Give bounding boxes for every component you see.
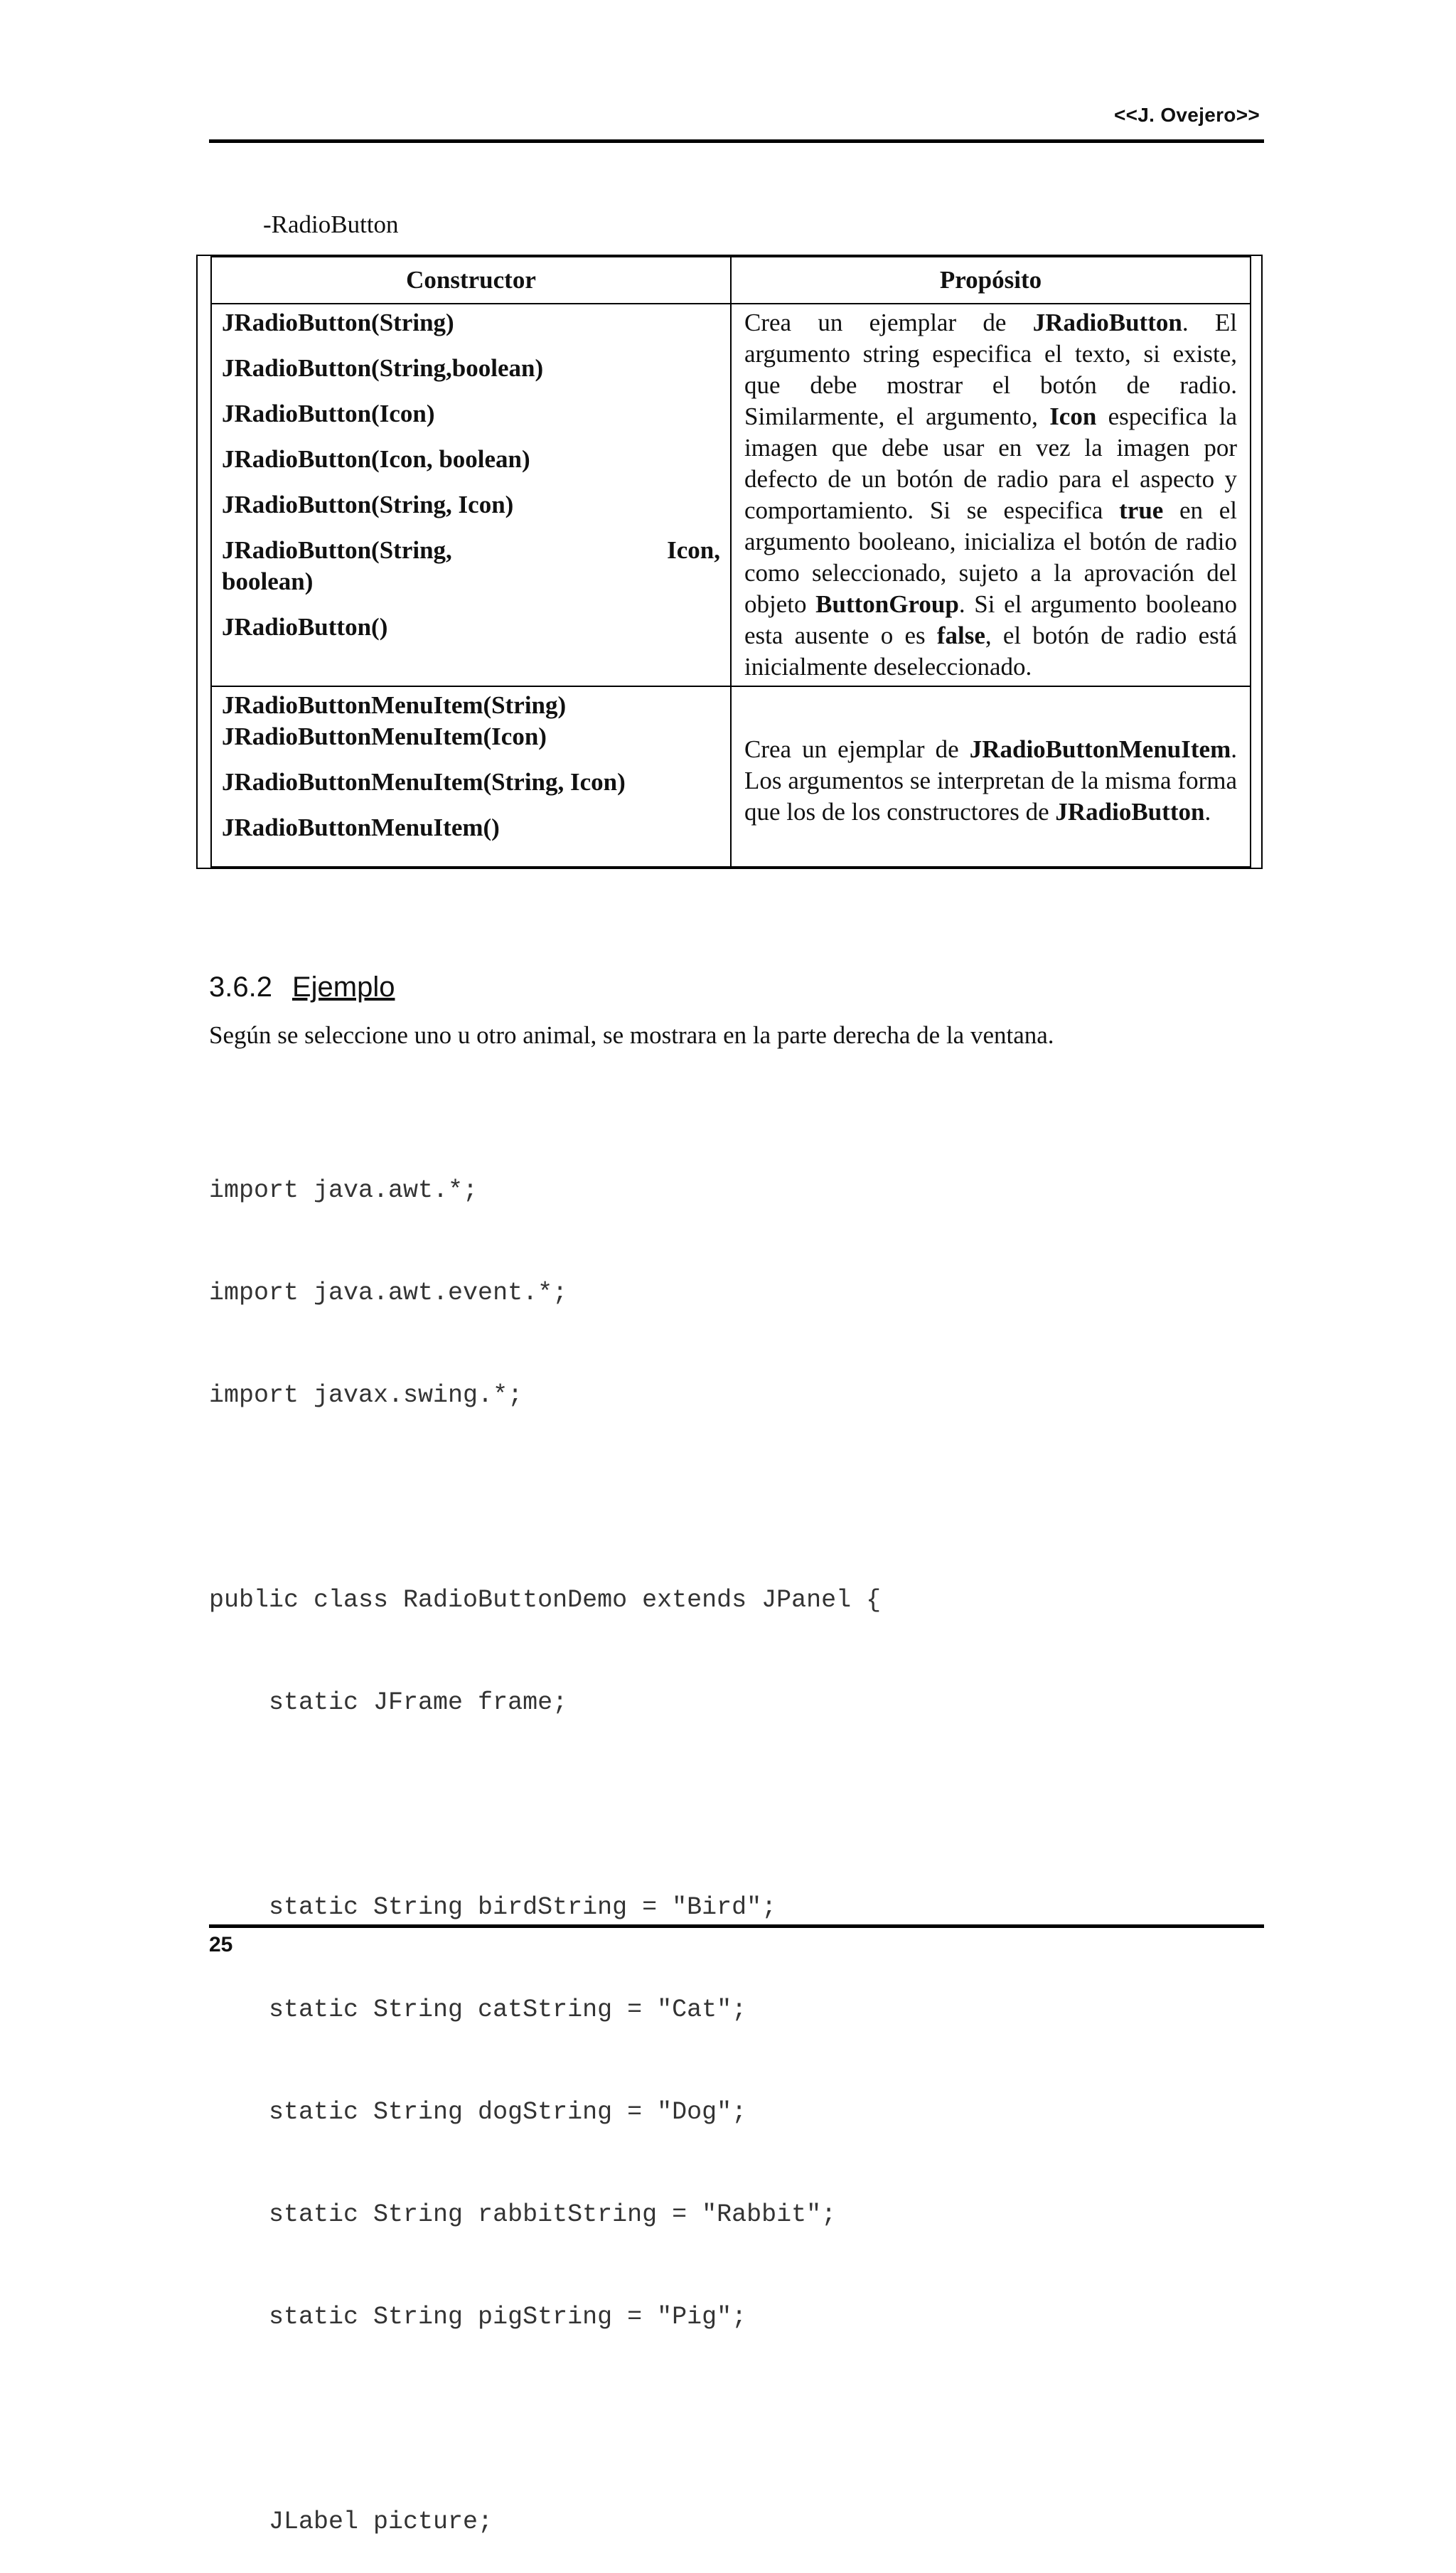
section-label: -RadioButton [263,211,399,238]
code-line [209,1782,881,1828]
code-line [209,1475,881,1520]
purpose-text: . Si el argumento booleano esta ausente o es [744,590,1237,649]
table-row [211,686,1251,867]
constructor-entry: JRadioButton(String,boolean) [222,354,544,382]
section-title: Ejemplo [291,971,395,1003]
constructor-fragment: boolean) [222,568,314,595]
constructor-entry: JRadioButtonMenuItem(Icon) [222,723,547,750]
code-line: static String catString = "Cat"; [209,1996,747,2024]
code-line: import java.awt.*; [209,1176,478,1205]
constructor-table-frame [196,255,1263,869]
constructor-fragment: Icon, [667,536,720,564]
purpose-text: Crea un ejemplar de [744,309,1033,336]
table-row [211,304,1251,686]
table-header-row [211,257,1251,304]
purpose-keyword: Icon [1049,403,1097,430]
purpose-keyword: ButtonGroup [815,590,959,618]
constructor-cell [211,686,731,867]
purpose-text: . Los argumentos se interpretan de la misma forma que los de los constructores de [744,735,1237,826]
purpose-keyword: true [1119,496,1164,524]
code-line [209,2397,881,2442]
code-line: static String rabbitString = "Rabbit"; [209,2200,837,2229]
constructor-entry: JRadioButton(Icon, boolean) [222,445,530,473]
section-number: 3.6.2 [209,971,272,1003]
purpose-keyword: JRadioButtonMenuItem [969,735,1231,763]
header-author: <<J. Ovejero>> [1113,104,1260,126]
constructor-entry [222,535,720,597]
constructor-fragment: JRadioButton(String, [222,536,452,564]
constructor-entry: JRadioButton(String, Icon) [222,491,514,518]
purpose-text: especifica la imagen que debe usar en vez la imagen por defecto de un botón de radio para el aspecto y comportamiento. Si se especifica [744,403,1238,524]
code-line: static String birdString = "Bird"; [209,1893,777,1922]
purpose-cell [731,304,1251,686]
code-block [209,1111,881,2573]
footer-rule [209,1924,1264,1928]
column-header-constructor: Constructor [211,257,731,304]
page-number: 25 [209,1933,233,1956]
purpose-paragraph [744,734,1237,828]
purpose-text: en el argumento booleano, inicializa el botón de radio como seleccionado, sujeto a la aprovación del objeto [744,496,1237,618]
purpose-text: . [1204,798,1211,826]
section-heading [209,971,395,1003]
purpose-text: . El argumento string especifica el texto, si existe, que debe mostrar el botón de radio. Similarmente, el argumento, [744,309,1237,430]
purpose-cell [731,686,1251,867]
code-line: import javax.swing.*; [209,1381,523,1410]
code-line: static JFrame frame; [209,1688,568,1717]
constructor-entry: JRadioButton(String) [222,309,454,336]
code-line: public class RadioButtonDemo extends JPanel { [209,1586,882,1614]
purpose-keyword: JRadioButton [1055,798,1205,826]
constructor-entry: JRadioButtonMenuItem(String) [222,691,567,719]
column-header-purpose: Propósito [731,257,1251,304]
purpose-keyword: false [936,622,985,649]
constructor-entry: JRadioButtonMenuItem() [222,814,500,841]
constructor-entry: JRadioButton(Icon) [222,400,435,427]
code-line: import java.awt.event.*; [209,1279,568,1307]
code-line: static String dogString = "Dog"; [209,2098,747,2126]
code-line: static String pigString = "Pig"; [209,2303,747,2331]
constructor-cell [211,304,731,686]
intro-paragraph: Según se seleccione uno u otro animal, se mostrara en la parte derecha de la ventana. [209,1021,1054,1049]
purpose-text: Crea un ejemplar de [744,735,970,763]
header-rule [209,139,1264,143]
code-line: JLabel picture; [209,2508,493,2536]
constructor-table [210,256,1251,868]
constructor-entry: JRadioButton() [222,613,388,641]
purpose-keyword: JRadioButton [1032,309,1182,336]
constructor-entry: JRadioButtonMenuItem(String, Icon) [222,768,626,796]
purpose-text: , el botón de radio está inicialmente deseleccionado. [744,622,1237,681]
